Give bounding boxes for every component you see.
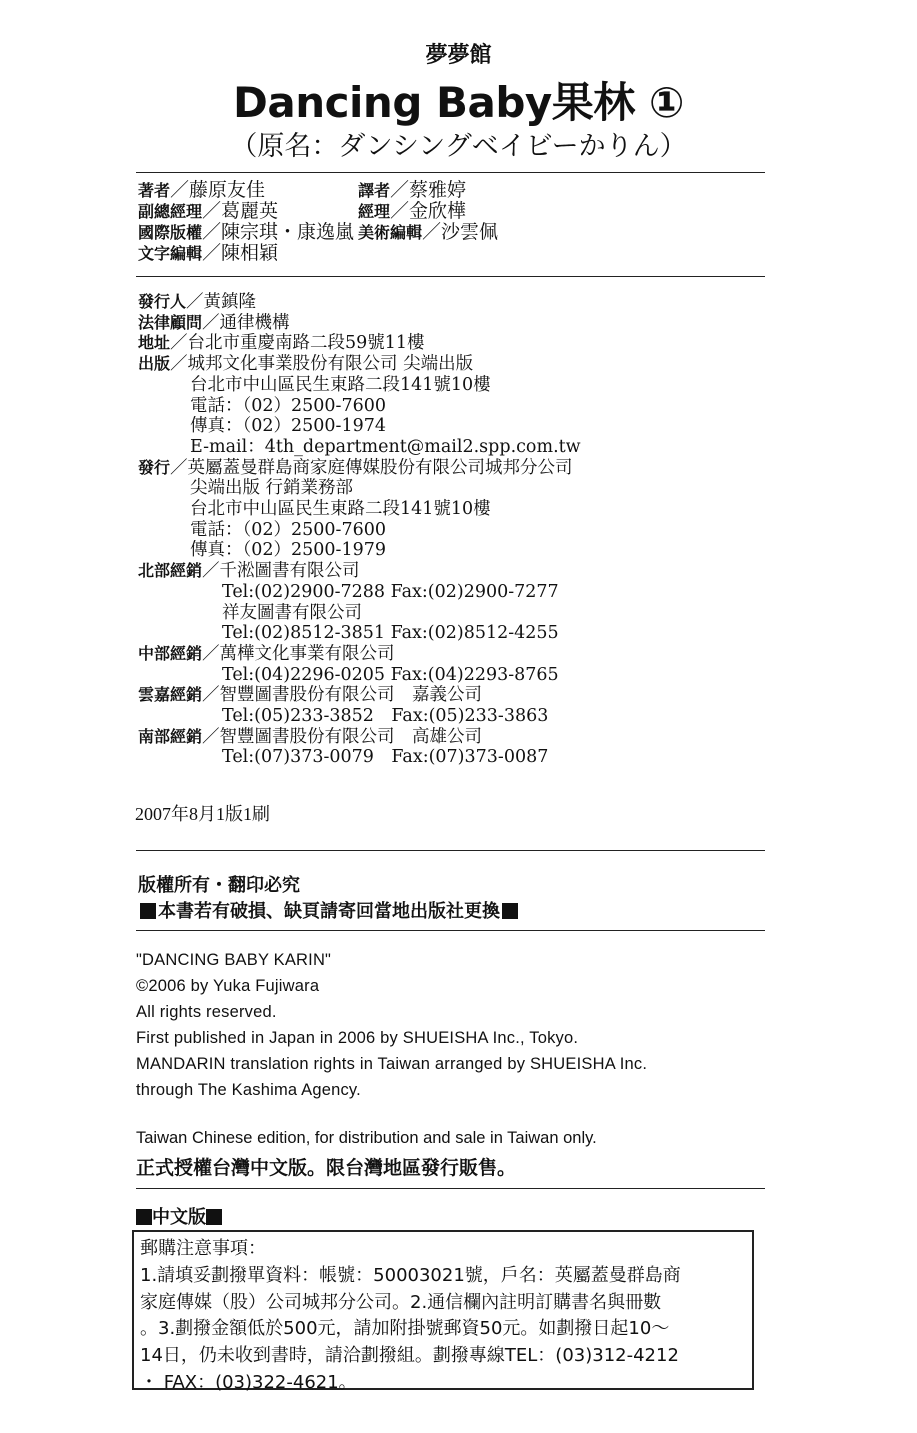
publishing-row — [138, 333, 581, 354]
publishing-separator: ／ — [170, 333, 188, 354]
credits-right — [358, 180, 498, 243]
black-square-icon — [140, 903, 156, 919]
rights-line: 版權所有・翻印必究 — [138, 875, 300, 896]
book-original-title: （原名：ダンシングベイビーかりん） — [230, 131, 687, 162]
english-line: First published in Japan in 2006 by SHUEISHA Inc., Tokyo. — [136, 1029, 579, 1047]
credit-role: 美術編輯 — [358, 223, 423, 242]
credit-role: 譯者 — [358, 181, 391, 200]
english-line: "DANCING BABY KARIN" — [136, 951, 332, 969]
credit-row — [358, 222, 498, 243]
publishing-role: 地址 — [138, 333, 171, 353]
english-copyright — [136, 947, 647, 1103]
notice-line: 。3.劃撥金額低於500元，請加附掛號郵資50元。如劃撥日起10～ — [140, 1318, 670, 1340]
publishing-row — [138, 644, 581, 665]
credit-name: 陳宗琪・康逸嵐 — [221, 221, 355, 243]
publishing-role: 南部經銷 — [138, 726, 203, 746]
english-line: MANDARIN translation rights in Taiwan arranged by SHUEISHA Inc. — [136, 1055, 648, 1073]
publishing-role: 雲嘉經銷 — [138, 685, 203, 705]
credit-separator: ／ — [170, 179, 190, 201]
publishing-separator: ／ — [170, 354, 188, 375]
credit-row — [138, 180, 354, 201]
credit-separator: ／ — [202, 242, 222, 264]
black-square-icon — [206, 1209, 222, 1225]
credit-name: 金欣樺 — [409, 200, 467, 222]
credit-row — [358, 180, 498, 201]
publishing-detail: 傳真：（02）2500-1979 — [190, 540, 387, 561]
publishing-role: 出版 — [138, 354, 171, 374]
taiwan-edition-notice: Taiwan Chinese edition, for distribution and sale in Taiwan only. — [136, 1129, 597, 1147]
publishing-row — [138, 313, 581, 334]
notice-line: 郵購注意事項： — [140, 1238, 266, 1259]
publishing-detail: 電話：（02）2500-7600 — [190, 519, 387, 540]
book-title: Dancing Baby果林 ① — [233, 78, 684, 127]
publishing-detail: 台北市中山區民生東路二段141號10樓 — [190, 374, 491, 395]
official-notice: 正式授權台灣中文版。限台灣地區發行販售。 — [136, 1157, 517, 1179]
divider — [136, 276, 765, 277]
publishing-value: 萬樺文化事業有限公司 — [219, 643, 395, 664]
publishing-detail: Tel:(07)373-0079 Fax:(07)373-0087 — [222, 747, 549, 768]
publishing-detail: 電話：（02）2500-7600 — [190, 395, 387, 416]
notice-line: 家庭傳媒（股）公司城邦分公司。2.通信欄內註明訂購書名與冊數 — [140, 1291, 662, 1313]
publishing-value: 台北市重慶南路二段59號11樓 — [187, 333, 425, 354]
credit-role: 經理 — [358, 202, 391, 221]
publishing-detail: Tel:(02)8512-3851 Fax:(02)8512-4255 — [222, 623, 559, 644]
publishing-detail: 台北市中山區民生東路二段141號10樓 — [190, 499, 491, 520]
publishing-detail: Tel:(05)233-3852 Fax:(05)233-3863 — [222, 706, 549, 727]
publishing-value: 千淞圖書有限公司 — [219, 561, 360, 582]
publishing-detail: Tel:(04)2296-0205 Fax:(04)2293-8765 — [222, 664, 559, 685]
credit-role: 副總經理 — [138, 202, 203, 221]
publishing-value: 智豐圖書股份有限公司 嘉義公司 — [219, 685, 483, 706]
publishing-row — [138, 354, 581, 375]
publishing-separator: ／ — [202, 561, 220, 582]
black-square-icon — [136, 1209, 152, 1225]
publishing-row — [138, 727, 581, 748]
divider — [136, 1188, 765, 1189]
credit-role: 著者 — [138, 181, 171, 200]
credit-separator: ／ — [390, 179, 410, 201]
chinese-edition-header: 中文版 — [136, 1203, 222, 1229]
publishing-role: 發行人 — [138, 292, 187, 311]
credit-name: 葛麗英 — [221, 200, 279, 222]
publishing-value: 英屬蓋曼群島商家庭傳媒股份有限公司城邦分公司 — [187, 457, 573, 478]
publishing-role: 北部經銷 — [138, 561, 203, 581]
edition-line: 2007年8月1版1刷 — [135, 804, 270, 824]
notice-line: 1.請填妥劃撥單資料：帳號：50003021號，戶名：英屬蓋曼群島商 — [140, 1264, 681, 1286]
credit-name: 沙雲佩 — [441, 221, 499, 243]
publishing-separator: ／ — [170, 457, 188, 478]
publishing-separator: ／ — [202, 312, 220, 333]
publishing-row — [138, 685, 581, 706]
publishing-separator: ／ — [202, 726, 220, 747]
publishing-info — [138, 292, 581, 768]
publishing-detail: 尖端出版 行銷業務部 — [190, 478, 354, 499]
publishing-value: 黃鎮隆 — [203, 292, 257, 312]
rights-notice — [138, 873, 520, 925]
mail-order-notice — [132, 1230, 754, 1393]
divider — [136, 172, 765, 173]
replacement-line: 本書若有破損、缺頁請寄回當地出版社更換 — [138, 899, 520, 925]
notice-line: 14日，仍未收到書時，請洽劃撥組。劃撥專線TEL：(03)312-4212 — [140, 1345, 679, 1367]
credit-name: 陳相穎 — [221, 242, 279, 264]
publishing-value: 城邦文化事業股份有限公司 尖端出版 — [187, 354, 474, 375]
credit-role: 文字編輯 — [138, 244, 203, 263]
credit-separator: ／ — [202, 221, 222, 243]
english-line: ©2006 by Yuka Fujiwara — [136, 977, 320, 995]
publishing-detail: 祥友圖書有限公司 — [222, 602, 362, 623]
publishing-row — [138, 458, 581, 479]
publishing-separator: ／ — [186, 292, 204, 312]
publishing-separator: ／ — [202, 643, 220, 664]
credits-left — [138, 180, 354, 264]
credit-name: 藤原友佳 — [189, 179, 266, 201]
publishing-role: 法律顧問 — [138, 312, 203, 332]
credit-row — [358, 201, 498, 222]
english-line: through The Kashima Agency. — [136, 1081, 361, 1099]
credit-row — [138, 243, 354, 264]
publishing-row — [138, 292, 581, 313]
publishing-detail: 傳真：（02）2500-1974 — [190, 416, 387, 437]
divider — [136, 850, 765, 851]
english-line: All rights reserved. — [136, 1003, 277, 1021]
publishing-detail: E-mail：4th_department@mail2.spp.com.tw — [190, 436, 581, 457]
credit-role: 國際版權 — [138, 223, 203, 242]
publishing-separator: ／ — [202, 685, 220, 706]
publishing-value: 通律機構 — [219, 312, 290, 333]
credit-row — [138, 201, 354, 222]
publishing-detail: Tel:(02)2900-7288 Fax:(02)2900-7277 — [222, 581, 559, 602]
credit-row — [138, 222, 354, 243]
credit-separator: ／ — [422, 221, 442, 243]
black-square-icon — [502, 903, 518, 919]
credit-separator: ／ — [390, 200, 410, 222]
publishing-role: 發行 — [138, 457, 171, 477]
notice-line: ・ FAX：(03)322-4621。 — [140, 1371, 357, 1393]
publisher-name: 夢夢館 — [425, 43, 492, 68]
credit-name: 蔡雅婷 — [409, 179, 467, 201]
divider — [136, 930, 765, 931]
credit-separator: ／ — [202, 200, 222, 222]
publishing-role: 中部經銷 — [138, 643, 203, 663]
publishing-value: 智豐圖書股份有限公司 高雄公司 — [219, 726, 483, 747]
publishing-row — [138, 561, 581, 582]
